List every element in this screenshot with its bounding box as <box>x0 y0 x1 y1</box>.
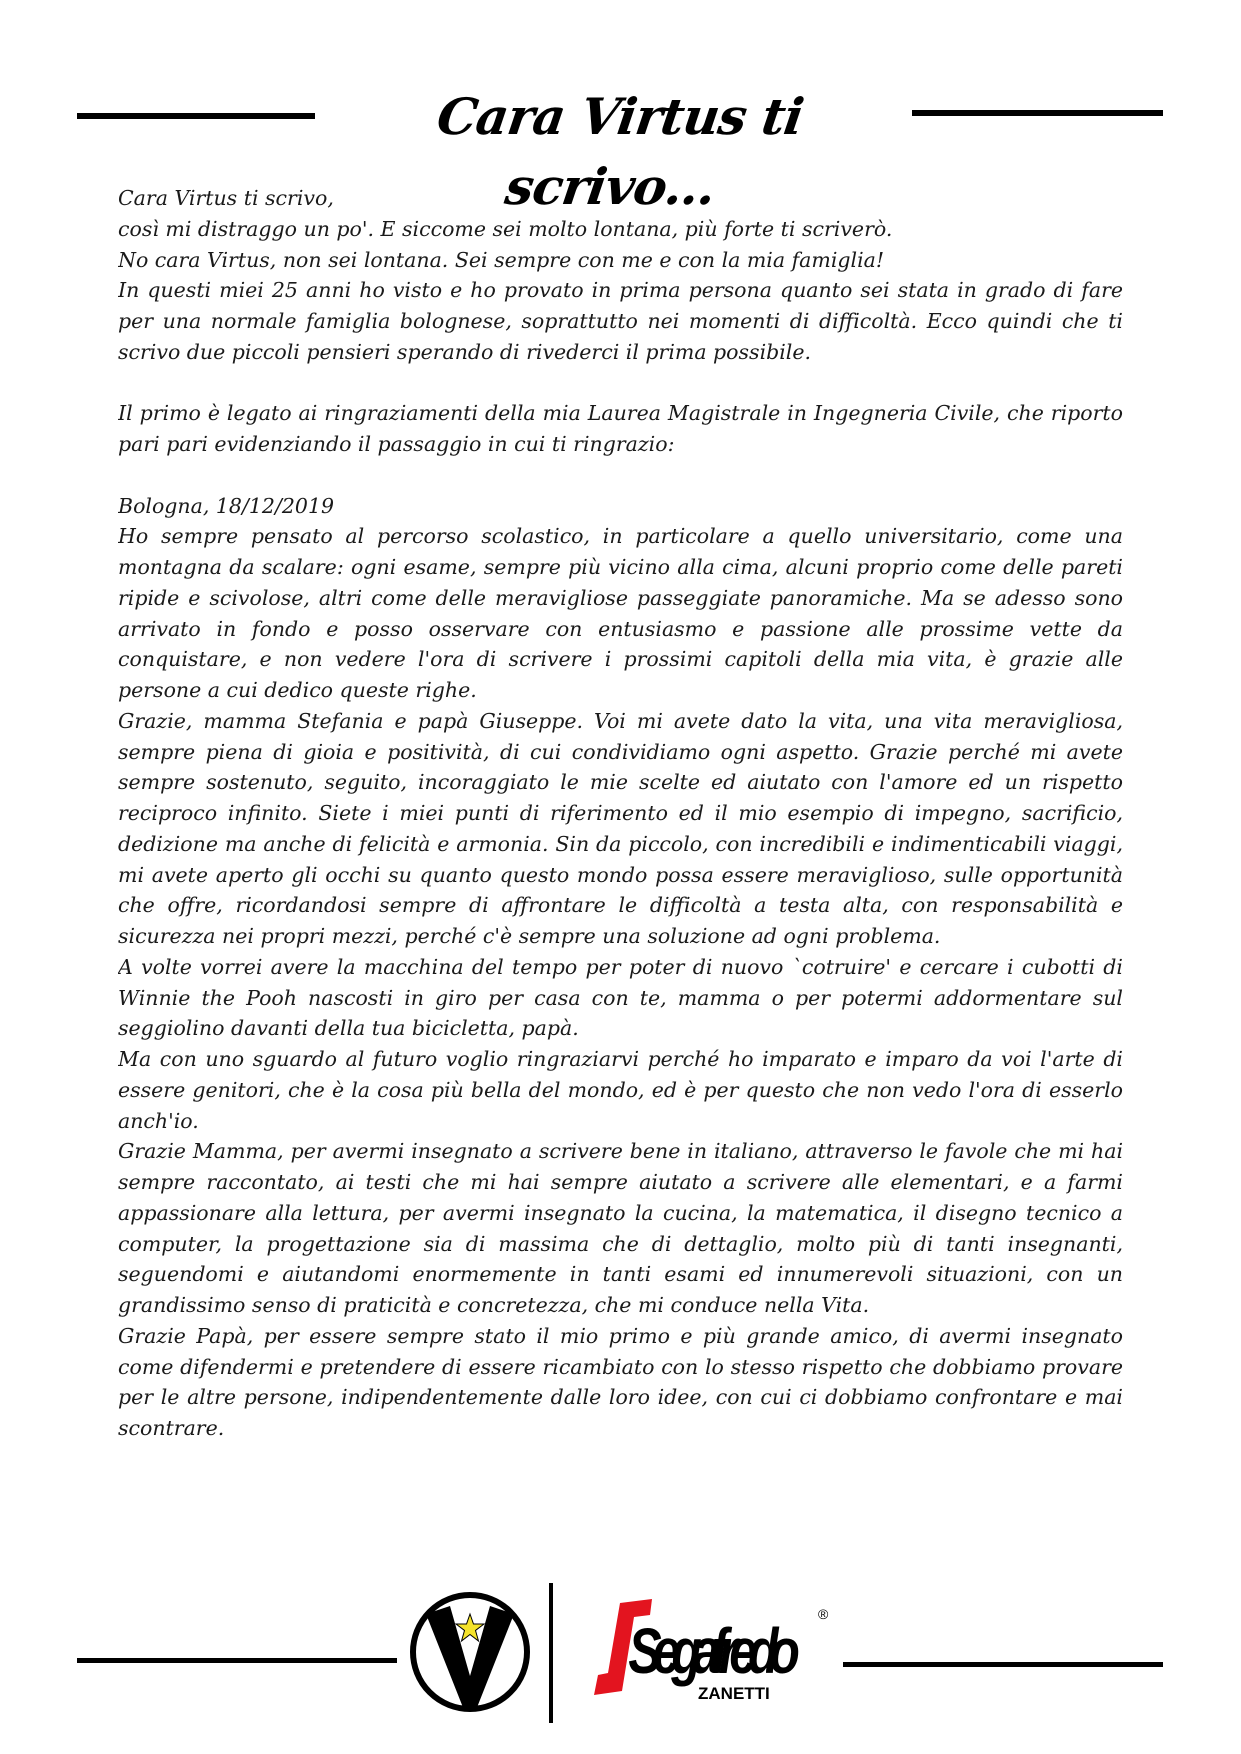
registered-mark: ® <box>818 1606 829 1622</box>
text-line: Ma con uno sguardo al futuro voglio ringraziarvi perché ho imparato e imparo da voi l'arte di <box>118 1047 1123 1071</box>
text-line: grandissimo senso di praticità e concretezza, che mi conduce nella Vita. <box>118 1293 870 1317</box>
sponsor-name: Segafredo <box>628 1616 800 1688</box>
quote-date: Bologna, 18/12/2019 <box>118 493 335 518</box>
footer-rule-right <box>843 1662 1163 1667</box>
text-line: sicurezza nei propri mezzi, perché c'è sempre una soluzione ad ogni problema. <box>118 924 941 948</box>
text-line: anch'io. <box>118 1108 199 1133</box>
logo-divider <box>549 1583 553 1723</box>
paragraph-gap <box>118 460 1123 491</box>
text-line: appassionare alla lettura, per avermi insegnato la cucina, la matematica, il disegno tecnico a <box>118 1200 1123 1225</box>
text-line: per le altre persone, indipendentemente dalle loro idee, con cui ci dobbiamo confrontare e mai <box>118 1385 1123 1410</box>
text-line: montagna da scalare: ogni esame, sempre più vicino alla cima, alcuni proprio come delle pareti <box>118 555 1123 579</box>
header-rule-left <box>77 113 315 119</box>
text-line: pari pari evidenziando il passaggio in cui ti ringrazio: <box>118 432 675 456</box>
header-rule-right <box>912 110 1163 116</box>
text-line: Grazie Papà, per essere sempre stato il mio primo e più grande amico, di avermi insegnato <box>118 1323 1123 1348</box>
text-line: arrivato in fondo e posso osservare con entusiasmo e passione alle prossime vette da <box>118 616 1123 641</box>
page-title: Cara Virtus ti scrivo... <box>433 87 807 216</box>
text-line: che offre, ricordandosi sempre di affrontare le difficoltà a testa alta, con responsabilità e <box>118 893 1123 918</box>
text-line: seggiolino davanti della tua bicicletta, papà. <box>118 1016 579 1041</box>
text-line: sempre sostenuto, seguito, incoraggiato le mie scelte ed aiutato con l'amore ed un rispetto <box>118 770 1123 795</box>
text-line: In questi miei 25 anni ho visto e ho provato in prima persona quanto sei stata in grado di fare <box>118 278 1123 303</box>
text-line: Il primo è legato ai ringraziamenti della mia Laurea Magistrale in Ingegneria Civile, che riporto <box>118 401 1123 426</box>
text-line: così mi distraggo un po'. E siccome sei molto lontana, più forte ti scriverò. <box>118 216 893 241</box>
paragraph-gap <box>118 368 1123 399</box>
text-line: Winnie the Pooh nascosti in giro per casa con te, mamma o per potermi addormentare sul <box>118 985 1123 1010</box>
intro-paragraph <box>118 183 1123 368</box>
sponsor-subtitle: ZANETTI <box>698 1684 770 1703</box>
text-line: essere genitori, che è la cosa più bella del mondo, ed è per questo che non vedo l'ora di esserlo <box>118 1077 1123 1102</box>
second-paragraph <box>118 398 1123 460</box>
text-line: A volte vorrei avere la macchina del tempo per poter di nuovo `cotruire' e cercare i cubotti di <box>118 954 1123 979</box>
text-line: come difendermi e pretendere di essere ricambiato con lo stesso rispetto che dobbiamo provare <box>118 1354 1123 1379</box>
text-line: seguendomi e aiutandomi enormemente in tanti esami ed innumerevoli situazioni, con un <box>118 1262 1123 1287</box>
virtus-logo <box>406 1588 534 1716</box>
text-line: persone a cui dedico queste righe. <box>118 678 477 702</box>
text-line: No cara Virtus, non sei lontana. Sei sempre con me e con la mia famiglia! <box>118 247 885 272</box>
text-line: Grazie Mamma, per avermi insegnato a scrivere bene in italiano, attraverso le favole che mi hai <box>118 1139 1123 1164</box>
text-line: mi avete aperto gli occhi su quanto questo mondo possa essere meraviglioso, sulle opportunità <box>118 862 1123 887</box>
text-line: Grazie, mamma Stefania e papà Giuseppe. Voi mi avete dato la vita, una vita meravigliosa, <box>118 708 1123 733</box>
text-line: computer, la progettazione sia di massima che di dettaglio, molto più di tanti insegnanti, <box>118 1231 1123 1256</box>
text-line: ripide e scivolose, altri come delle meravigliose passeggiate panoramiche. Ma se adesso sono <box>118 585 1123 610</box>
segafredo-logo <box>594 1595 830 1705</box>
text-line: dedizione ma anche di felicità e armonia. Sin da piccolo, con incredibili e indimenticabili viaggi, <box>118 831 1123 856</box>
text-line: scrivo due piccoli pensieri sperando di rivederci il prima possibile. <box>118 339 812 364</box>
text-line: per una normale famiglia bolognese, soprattutto nei momenti di difficoltà. Ecco quindi che ti <box>118 309 1123 333</box>
letter-body <box>118 183 1123 1444</box>
text-line: reciproco infinito. Siete i miei punti di riferimento ed il mio esempio di impegno, sacrificio, <box>118 801 1123 825</box>
text-line: sempre raccontato, ai testi che mi hai sempre aiutato a scrivere alle elementari, e a farmi <box>118 1170 1123 1194</box>
footer-rule-left <box>77 1658 397 1663</box>
text-line: sempre piena di gioia e positività, di cui condividiamo ogni aspetto. Grazie perché mi avete <box>118 739 1123 764</box>
text-line: scontrare. <box>118 1416 225 1440</box>
text-line: Cara Virtus ti scrivo, <box>118 186 334 210</box>
text-line: conquistare, e non vedere l'ora di scrivere i prossimi capitoli della mia vita, è grazie alle <box>118 647 1123 672</box>
text-line: Ho sempre pensato al percorso scolastico, in particolare a quello universitario, come una <box>118 524 1123 549</box>
quoted-acknowledgements <box>118 491 1123 1444</box>
